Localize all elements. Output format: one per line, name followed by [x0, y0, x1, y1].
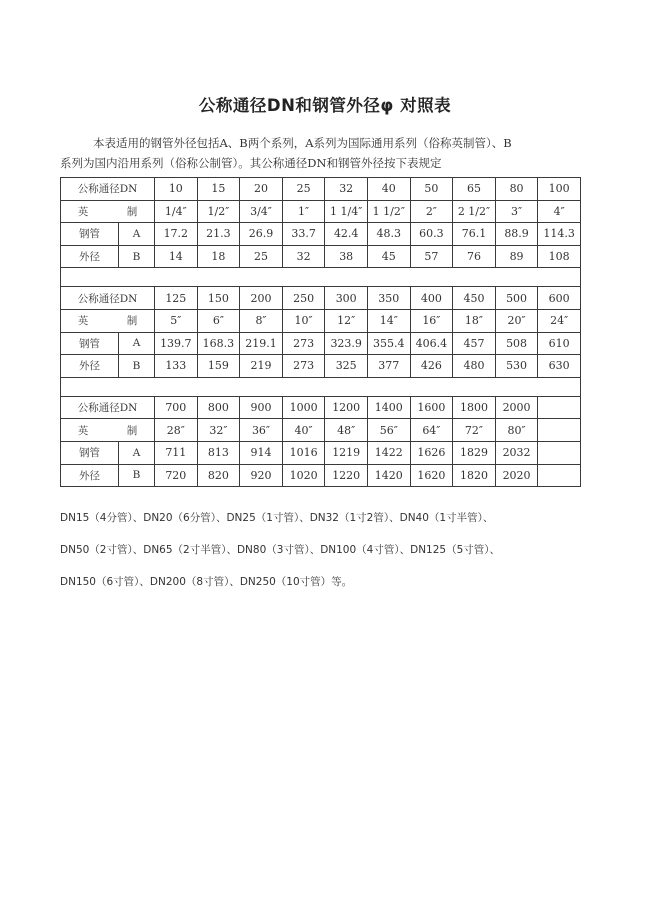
table-row-a — [61, 332, 581, 355]
table-cell-b: 1820 — [453, 464, 496, 487]
table-cell-a: 457 — [453, 332, 496, 355]
table-cell-dn: 10 — [155, 178, 198, 201]
table-cell-dn: 40 — [367, 178, 410, 201]
table-cell-a: 355.4 — [367, 332, 410, 355]
table-cell-a: 1219 — [325, 441, 368, 464]
table-cell-inch: 16″ — [410, 309, 453, 332]
table-cell-a: 323.9 — [325, 332, 368, 355]
table-cell-dn: 700 — [155, 396, 198, 419]
table-cell-inch: 8″ — [240, 309, 283, 332]
table-cell-dn: 1400 — [367, 396, 410, 419]
table-cell-a: 610 — [538, 332, 581, 355]
table-cell-a: 168.3 — [197, 332, 240, 355]
table-cell-b: 108 — [538, 245, 581, 268]
table-cell-inch: 4″ — [538, 200, 581, 223]
intro-paragraph — [60, 133, 580, 173]
row-label-pipe: 钢管 — [61, 332, 119, 355]
row-label-inch: 英 制 — [61, 200, 155, 223]
table-cell-dn — [538, 396, 581, 419]
table-cell-a: 33.7 — [282, 223, 325, 246]
table-cell-b — [538, 464, 581, 487]
row-label-series-a: A — [119, 223, 155, 246]
table-cell-b: 25 — [240, 245, 283, 268]
table-cell-b: 76 — [453, 245, 496, 268]
table-cell-b: 377 — [367, 355, 410, 378]
table-cell-b: 14 — [155, 245, 198, 268]
table-cell-inch: 5″ — [155, 309, 198, 332]
table-row-b — [61, 355, 581, 378]
table-row-inch — [61, 419, 581, 442]
table-cell-dn: 900 — [240, 396, 283, 419]
table-cell-b: 1420 — [367, 464, 410, 487]
table-cell-b: 45 — [367, 245, 410, 268]
table-cell-b: 2020 — [495, 464, 538, 487]
table-row-dn — [61, 287, 581, 310]
table-cell-inch: 14″ — [367, 309, 410, 332]
note-line-2: DN50（2寸管）、DN65（2寸半管）、DN80（3寸管）、DN100（4寸管）、DN125（5寸管）、 — [60, 544, 501, 556]
table-cell-b: 820 — [197, 464, 240, 487]
table-cell-dn: 50 — [410, 178, 453, 201]
table-cell-dn: 450 — [453, 287, 496, 310]
dn-od-table — [60, 177, 581, 487]
table-cell-inch: 48″ — [325, 419, 368, 442]
row-label-series-a: A — [119, 332, 155, 355]
table-cell-inch: 1 1/4″ — [325, 200, 368, 223]
table-cell-a: 1016 — [282, 441, 325, 464]
table-cell-b: 133 — [155, 355, 198, 378]
table-cell-inch: 72″ — [453, 419, 496, 442]
table-cell-inch: 24″ — [538, 309, 581, 332]
table-cell-b: 480 — [453, 355, 496, 378]
row-label-series-a: A — [119, 441, 155, 464]
table-cell-b: 32 — [282, 245, 325, 268]
row-label-pipe: 钢管 — [61, 223, 119, 246]
table-cell-dn: 200 — [240, 287, 283, 310]
table-cell-a: 42.4 — [325, 223, 368, 246]
table-cell-a: 17.2 — [155, 223, 198, 246]
table-cell-dn: 100 — [538, 178, 581, 201]
table-cell-a: 21.3 — [197, 223, 240, 246]
table-cell-a — [538, 441, 581, 464]
row-label-dn: 公称通径DN — [61, 287, 155, 310]
table-spacer-row — [61, 268, 581, 287]
table-cell-dn: 1600 — [410, 396, 453, 419]
table-cell-inch: 10″ — [282, 309, 325, 332]
table-row-inch — [61, 309, 581, 332]
table-row-b — [61, 245, 581, 268]
table-cell-inch: 3″ — [495, 200, 538, 223]
table-cell-b: 630 — [538, 355, 581, 378]
table-spacer-row — [61, 377, 581, 396]
table-cell-dn: 1800 — [453, 396, 496, 419]
notes-section — [60, 508, 600, 604]
table-cell-a: 711 — [155, 441, 198, 464]
spacer-cell — [61, 377, 581, 396]
table-cell-a: 508 — [495, 332, 538, 355]
table-cell-inch: 3/4″ — [240, 200, 283, 223]
note-line-3: DN150（6寸管）、DN200（8寸管）、DN250（10寸管）等。 — [60, 576, 353, 588]
table-cell-dn: 20 — [240, 178, 283, 201]
row-label-dn: 公称通径DN — [61, 178, 155, 201]
table-row-b — [61, 464, 581, 487]
table-cell-inch: 2″ — [410, 200, 453, 223]
table-cell-a: 406.4 — [410, 332, 453, 355]
table-cell-inch: 40″ — [282, 419, 325, 442]
table-cell-inch: 32″ — [197, 419, 240, 442]
table-cell-inch: 80″ — [495, 419, 538, 442]
table-row-a — [61, 223, 581, 246]
table-cell-dn: 1200 — [325, 396, 368, 419]
table-cell-a: 1422 — [367, 441, 410, 464]
table-cell-a: 914 — [240, 441, 283, 464]
table-cell-b: 530 — [495, 355, 538, 378]
table-cell-inch: 1/2″ — [197, 200, 240, 223]
table-cell-b: 273 — [282, 355, 325, 378]
table-cell-dn: 300 — [325, 287, 368, 310]
table-cell-a: 1829 — [453, 441, 496, 464]
table-cell-a: 76.1 — [453, 223, 496, 246]
table-cell-inch: 36″ — [240, 419, 283, 442]
row-label-series-b: B — [119, 245, 155, 268]
table-cell-inch: 56″ — [367, 419, 410, 442]
table-cell-dn: 80 — [495, 178, 538, 201]
table-cell-inch: 2 1/2″ — [453, 200, 496, 223]
note-line-1: DN15（4分管）、DN20（6分管）、DN25（1寸管）、DN32（1寸2管）、DN40（1寸半管）、 — [60, 512, 494, 524]
table-cell-inch: 64″ — [410, 419, 453, 442]
table-cell-b: 38 — [325, 245, 368, 268]
table-cell-b: 1620 — [410, 464, 453, 487]
intro-line-1: 本表适用的钢管外径包括A、B两个系列，A系列为国际通用系列（俗称英制管）、B — [93, 136, 512, 150]
table-cell-inch — [538, 419, 581, 442]
table-cell-b: 720 — [155, 464, 198, 487]
row-label-od: 外径 — [61, 245, 119, 268]
table-cell-b: 18 — [197, 245, 240, 268]
table-cell-dn: 15 — [197, 178, 240, 201]
table-cell-dn: 800 — [197, 396, 240, 419]
table-cell-b: 325 — [325, 355, 368, 378]
table-cell-b: 159 — [197, 355, 240, 378]
row-label-inch: 英 制 — [61, 419, 155, 442]
table-cell-b: 920 — [240, 464, 283, 487]
table-cell-a: 48.3 — [367, 223, 410, 246]
table-row-dn — [61, 396, 581, 419]
table-cell-dn: 350 — [367, 287, 410, 310]
table-cell-inch: 18″ — [453, 309, 496, 332]
row-label-inch: 英 制 — [61, 309, 155, 332]
table-cell-a: 219.1 — [240, 332, 283, 355]
page-title: 公称通径DN和钢管外径φ 对照表 — [198, 96, 452, 115]
table-cell-inch: 6″ — [197, 309, 240, 332]
table-cell-b: 89 — [495, 245, 538, 268]
table-cell-a: 139.7 — [155, 332, 198, 355]
table-cell-a: 88.9 — [495, 223, 538, 246]
table-cell-a: 60.3 — [410, 223, 453, 246]
table-cell-b: 57 — [410, 245, 453, 268]
table-cell-dn: 2000 — [495, 396, 538, 419]
row-label-od: 外径 — [61, 464, 119, 487]
table-cell-a: 1626 — [410, 441, 453, 464]
row-label-pipe: 钢管 — [61, 441, 119, 464]
table-cell-dn: 65 — [453, 178, 496, 201]
table-cell-dn: 32 — [325, 178, 368, 201]
table-cell-b: 426 — [410, 355, 453, 378]
table-cell-b: 219 — [240, 355, 283, 378]
table-cell-dn: 600 — [538, 287, 581, 310]
table-cell-dn: 25 — [282, 178, 325, 201]
table-cell-inch: 20″ — [495, 309, 538, 332]
table-row-inch — [61, 200, 581, 223]
table-cell-a: 813 — [197, 441, 240, 464]
table-cell-b: 1020 — [282, 464, 325, 487]
table-cell-dn: 125 — [155, 287, 198, 310]
table-row-dn — [61, 178, 581, 201]
table-cell-dn: 400 — [410, 287, 453, 310]
intro-line-2: 系列为国内沿用系列（俗称公制管）。其公称通径DN和钢管外径按下表规定 — [60, 156, 442, 170]
table-cell-a: 273 — [282, 332, 325, 355]
spacer-cell — [61, 268, 581, 287]
table-cell-inch: 12″ — [325, 309, 368, 332]
table-cell-inch: 1 1/2″ — [367, 200, 410, 223]
row-label-dn: 公称通径DN — [61, 396, 155, 419]
table-cell-inch: 28″ — [155, 419, 198, 442]
table-cell-dn: 1000 — [282, 396, 325, 419]
table-cell-a: 26.9 — [240, 223, 283, 246]
table-cell-inch: 1/4″ — [155, 200, 198, 223]
table-cell-b: 1220 — [325, 464, 368, 487]
row-label-series-b: B — [119, 355, 155, 378]
row-label-od: 外径 — [61, 355, 119, 378]
table-row-a — [61, 441, 581, 464]
table-cell-a: 114.3 — [538, 223, 581, 246]
table-cell-dn: 150 — [197, 287, 240, 310]
table-cell-a: 2032 — [495, 441, 538, 464]
table-cell-dn: 500 — [495, 287, 538, 310]
row-label-series-b: B — [119, 464, 155, 487]
table-cell-dn: 250 — [282, 287, 325, 310]
table-cell-inch: 1″ — [282, 200, 325, 223]
